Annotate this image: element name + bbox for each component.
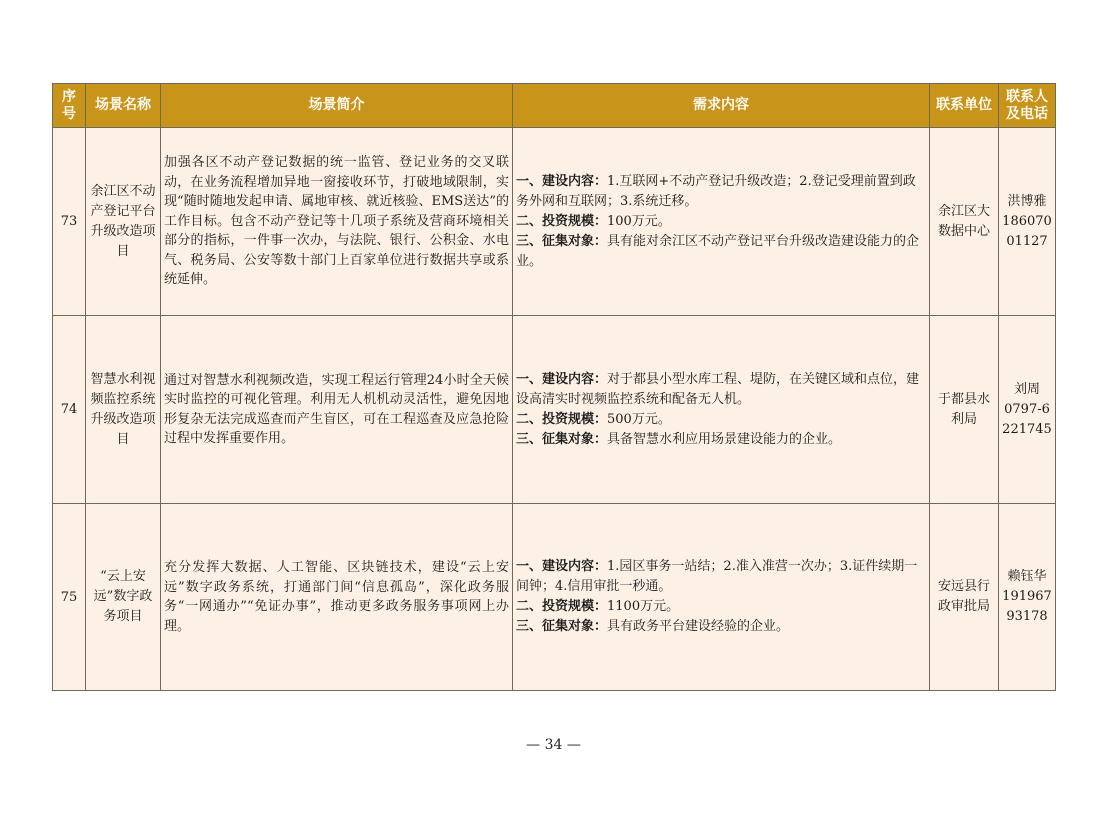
requirement-item — [516, 410, 926, 430]
requirement-text: 具有政务平台建设经验的企业。 — [607, 619, 790, 634]
requirement-label: 一、建设内容： — [516, 371, 608, 387]
requirement-text: 500万元。 — [607, 411, 671, 427]
contact-name: 洪博雅 — [1007, 193, 1047, 209]
requirement-text: 100万元。 — [607, 213, 671, 229]
requirement-item — [516, 212, 926, 232]
header-no: 序号 — [53, 84, 86, 128]
row-number: 73 — [53, 128, 86, 316]
requirement-item — [516, 430, 926, 450]
requirement-label: 三、征集对象： — [516, 431, 608, 447]
contact-phone-line-1: 0797-6 — [1004, 401, 1050, 417]
contact-unit: 于都县水利局 — [930, 316, 999, 504]
requirement-item — [516, 172, 926, 212]
requirement-content — [513, 128, 930, 316]
requirement-content — [513, 504, 930, 691]
requirement-item — [516, 597, 926, 617]
contact-phone-line-2: 221745 — [1002, 421, 1052, 437]
table-header-row — [53, 84, 1056, 128]
table-row — [53, 316, 1056, 504]
requirement-content — [513, 316, 930, 504]
table-row — [53, 504, 1056, 691]
requirement-label: 一、建设内容： — [516, 173, 608, 189]
header-need: 需求内容 — [513, 84, 930, 128]
contact-phone-line-2: 93178 — [1006, 609, 1048, 624]
requirement-label: 三、征集对象： — [516, 619, 608, 634]
scenario-name: 余江区不动产登记平台升级改造项目 — [86, 128, 161, 316]
requirement-label: 二、投资规模： — [516, 411, 608, 427]
requirement-item — [516, 557, 926, 597]
contact-unit: 余江区大数据中心 — [930, 128, 999, 316]
contact-person — [999, 128, 1056, 316]
scenario-intro: 通过对智慧水利视频改造，实现工程运行管理24小时全天候实时监控的可视化管理。利用无人机机动灵活性，避免因地形复杂无法完成巡查而产生盲区，可在工程巡查及应急抢险过程中发挥重要作用。 — [161, 316, 513, 504]
requirement-label: 三、征集对象： — [516, 233, 608, 249]
header-unit: 联系单位 — [930, 84, 999, 128]
row-number: 75 — [53, 504, 86, 691]
header-intro: 场景简介 — [161, 84, 513, 128]
contact-name: 刘周 — [1013, 381, 1040, 397]
contact-phone-line-1: 191967 — [1002, 589, 1052, 604]
contact-person — [999, 316, 1056, 504]
scenario-intro: 加强各区不动产登记数据的统一监管、登记业务的交叉联动，在业务流程增加异地一窗接收环节，打破地域限制，实现“随时随地发起申请、属地审核、就近核验、EMS送达”的工作目标。包含不动产登记等十几项子系统及营商环境相关部分的指标，一件事一次办，与法院、银行、公积金、水电气、税务局、公安等数十部门上百家单位进行数据共享或系统延伸。 — [161, 128, 513, 316]
contact-phone-line-1: 186070 — [1002, 213, 1052, 229]
requirement-item — [516, 232, 926, 272]
contact-unit: 安远县行政审批局 — [930, 504, 999, 691]
page-number: — 34 — — [526, 737, 581, 753]
requirement-text: 1.园区事务一站结；2.准入准营一次办；3.证件续期一间钟；4.信用审批一秒通。 — [516, 559, 918, 594]
table-row — [53, 128, 1056, 316]
requirement-text: 1.互联网+不动产登记升级改造；2.登记受理前置到政务外网和互联网；3.系统迁移。 — [516, 173, 916, 209]
scenario-intro: 充分发挥大数据、人工智能、区块链技术，建设“云上安远”数字政务系统，打通部门间“信息孤岛”，深化政务服务“一网通办”“免证办事”，推动更多政务服务事项网上办理。 — [161, 504, 513, 691]
requirement-item — [516, 370, 926, 410]
scenario-name: 智慧水利视频监控系统升级改造项目 — [86, 316, 161, 504]
row-number: 74 — [53, 316, 86, 504]
requirement-text: 对于都县小型水库工程、堤防，在关键区域和点位，建设高清实时视频监控系统和配备无人机。 — [516, 371, 920, 407]
requirement-label: 二、投资规模： — [516, 599, 608, 614]
requirement-item — [516, 617, 926, 637]
header-name: 场景名称 — [86, 84, 161, 128]
requirement-text: 具备智慧水利应用场景建设能力的企业。 — [607, 431, 842, 447]
contact-phone-line-2: 01127 — [1006, 233, 1048, 249]
contact-name: 赖钰华 — [1007, 569, 1047, 584]
requirement-text: 1100万元。 — [607, 599, 680, 614]
scenario-name: “云上安远”数字政务项目 — [86, 504, 161, 691]
requirement-label: 一、建设内容： — [516, 559, 608, 574]
contact-person — [999, 504, 1056, 691]
requirement-text: 具有能对余江区不动产登记平台升级改造建设能力的企业。 — [516, 233, 920, 269]
requirement-label: 二、投资规模： — [516, 213, 608, 229]
header-contact: 联系人及电话 — [999, 84, 1056, 128]
scenario-table — [52, 83, 1056, 691]
